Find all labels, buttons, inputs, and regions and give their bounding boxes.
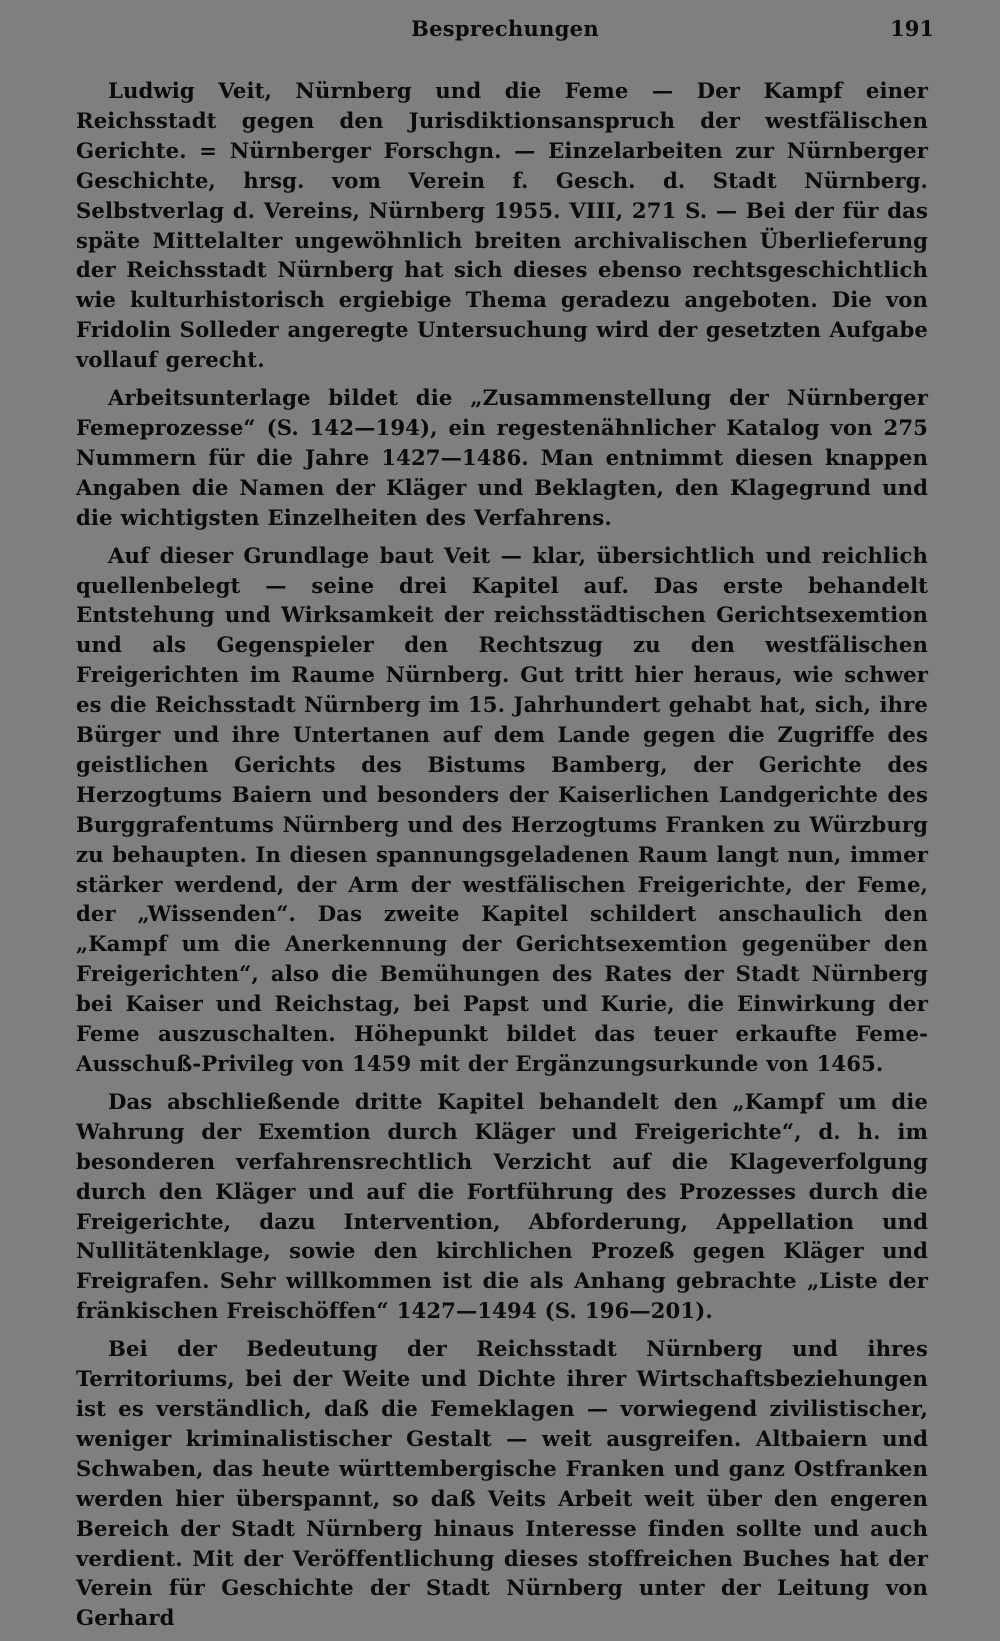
page-number: 191 <box>890 16 934 41</box>
running-head-title: Besprechungen <box>411 16 599 41</box>
paragraph-chapter-three: Das abschließende dritte Kapitel behandelt den „Kampf um die Wahrung der Exemtion durch Kläger und Freigerichte“, d. h. im besonderen verfahrensrechtlich Verzicht auf die Klageverfolgung durch den Kläger und auf die Fortführung des Prozesses durch die Freigerichte, dazu Intervention, Abforderung, Appellation und Nullitätenklage, sowie den kirchlichen Prozeß gegen Kläger und Freigrafen. Sehr willkommen ist die als Anhang gebrachte „Liste der fränkischen Freischöffen“ 1427—1494 (S. 196—201). <box>76 1088 928 1324</box>
paragraph-significance: Bei der Bedeutung der Reichsstadt Nürnberg und ihres Territoriums, bei der Weite und Dichte ihrer Wirtschaftsbeziehungen ist es verständlich, daß die Femeklagen — vorwiegend zivilistischer, weniger kriminalistischer Gestalt — weit ausgreifen. Altbaiern und Schwaben, das heute württembergische Franken und ganz Ostfranken werden hier überspannt, so daß Veits Arbeit weit über den engeren Bereich der Stadt Nürnberg hinaus Interesse finden sollte und auch verdient. Mit der Veröffentlichung dieses stoffreichen Buches hat der Verein für Geschichte der Stadt Nürnberg unter der Leitung von Gerhard <box>76 1336 928 1631</box>
paragraph-chapters-one-two: Auf dieser Grundlage baut Veit — klar, übersichtlich und reichlich quellenbelegt — seine drei Kapitel auf. Das erste behandelt Entstehung und Wirksamkeit der reichsstädtischen Gerichtsexemtion und als Gegenspieler den Rechtszug zu den westfälischen Freigerichten im Raume Nürnberg. Gut tritt hier heraus, wie schwer es die Reichsstadt Nürnberg im 15. Jahrhundert gehabt hat, sich, ihre Bürger und ihre Untertanen auf dem Lande gegen die Zugriffe des geistlichen Gerichts des Bistums Bamberg, der Gerichte des Herzogtums Baiern und besonders der Kaiserlichen Landgerichte des Burggrafentums Nürnberg und des Herzogtums Franken zu Würzburg zu behaupten. In diesen spannungsgeladenen Raum langt nun, immer stärker werdend, der Arm der westfälischen Freigerichte, der Feme, der „Wissenden“. Das zweite Kapitel schildert anschaulich den „Kampf um die Anerkennung der Gerichtsexemtion gegenüber den Freigerichten“, also die Bemühungen des Rates der Stadt Nürnberg bei Kaiser und Reichstag, bei Papst und Kurie, die Einwirkung der Feme auszuschalten. Höhepunkt bildet das teuer erkaufte Feme-Ausschuß-Privileg von 1459 mit der Ergänzungsurkunde von 1465. <box>76 542 928 1076</box>
review-text <box>76 76 928 1641</box>
paragraph-bibliographic-entry: Ludwig Veit, Nürnberg und die Feme — Der Kampf einer Reichsstadt gegen den Jurisdiktionsanspruch der westfälischen Gerichte. = Nürnberger Forschgn. — Einzelarbeiten zur Nürnberger Geschichte, hrsg. vom Verein f. Gesch. d. Stadt Nürnberg. Selbstverlag d. Vereins, Nürnberg 1955. VIII, 271 S. — Bei der für das späte Mittelalter ungewöhnlich breiten archivalischen Überlieferung der Reichsstadt Nürnberg hat sich dieses ebenso rechtsgeschichtlich wie kulturhistorisch ergiebige Thema geradezu angeboten. Die von Fridolin Solleder angeregte Untersuchung wird der gesetzten Aufgabe vollauf gerecht. <box>76 78 928 373</box>
paragraph-source-basis: Arbeitsunterlage bildet die „Zusammenstellung der Nürnberger Femeprozesse“ (S. 142—194), ein regestenähnlicher Katalog von 275 Nummern für die Jahre 1427—1486. Man entnimmt diesen knappen Angaben die Namen der Kläger und Beklagten, den Klagegrund und die wichtigsten Einzelheiten des Verfahrens. <box>76 385 928 530</box>
running-header <box>76 16 934 46</box>
